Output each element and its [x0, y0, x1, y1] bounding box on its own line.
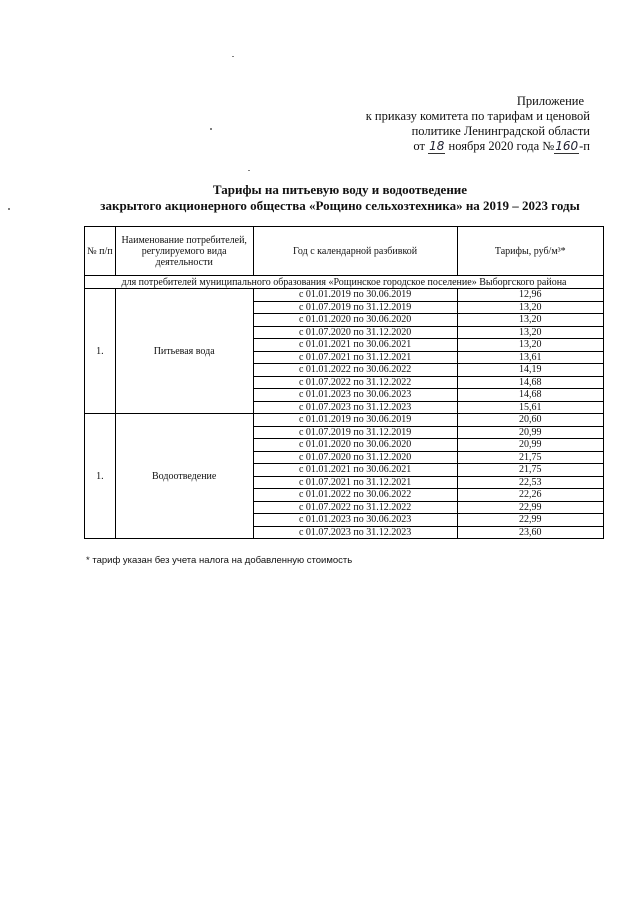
period-cell: с 01.01.2021 по 30.06.2021	[253, 464, 457, 477]
header-tariff: Тарифы, руб/м³*	[457, 227, 603, 276]
period-cell: с 01.01.2020 по 30.06.2020	[253, 439, 457, 452]
row-number: 1.	[85, 289, 116, 414]
header-period: Год с календарной разбивкой	[253, 227, 457, 276]
tariff-cell: 14,68	[457, 376, 603, 389]
table-row	[85, 414, 604, 427]
scan-speck	[248, 170, 250, 171]
period-cell: с 01.01.2019 по 30.06.2019	[253, 414, 457, 427]
tariff-cell: 20,99	[457, 439, 603, 452]
tariff-cell: 13,61	[457, 351, 603, 364]
title-line-1: Тарифы на питьевую воду и водоотведение	[212, 182, 468, 197]
order-number: 160	[555, 139, 579, 153]
appendix-committee-line: политике Ленинградской области	[411, 124, 590, 138]
title-line-2: закрытого акционерного общества «Рощино сельхозтехника» на 2019 – 2023 годы	[100, 198, 580, 213]
period-cell: с 01.01.2019 по 30.06.2019	[253, 289, 457, 302]
period-cell: с 01.07.2019 по 31.12.2019	[253, 301, 457, 314]
period-cell: с 01.07.2019 по 31.12.2019	[253, 426, 457, 439]
period-cell: с 01.07.2022 по 31.12.2022	[253, 376, 457, 389]
tariff-cell: 13,20	[457, 339, 603, 352]
appendix-date-line	[320, 139, 590, 154]
scan-speck	[210, 128, 212, 130]
period-cell: с 01.01.2023 по 30.06.2023	[253, 389, 457, 402]
date-prefix: от	[413, 139, 425, 153]
scan-speck	[8, 208, 10, 210]
tariffs-table	[84, 226, 604, 539]
header-name: Наименование потребителей, регулируемого вида деятельности	[115, 227, 253, 276]
table-row	[85, 289, 604, 302]
tariff-cell: 20,99	[457, 426, 603, 439]
service-name: Водоотведение	[115, 414, 253, 539]
period-cell: с 01.07.2020 по 31.12.2020	[253, 326, 457, 339]
period-cell: с 01.01.2022 по 30.06.2022	[253, 489, 457, 502]
appendix-label: Приложение	[516, 94, 584, 108]
period-cell: с 01.07.2023 по 31.12.2023	[253, 401, 457, 414]
period-cell: с 01.01.2022 по 30.06.2022	[253, 364, 457, 377]
consumer-group-label: для потребителей муниципального образования «Рощинское городское поселение» Выборгского района	[85, 276, 604, 289]
tariff-cell: 21,75	[457, 451, 603, 464]
document-title	[60, 182, 620, 214]
tariff-cell: 13,20	[457, 314, 603, 327]
tariff-cell: 20,60	[457, 414, 603, 427]
period-cell: с 01.07.2023 по 31.12.2023	[253, 526, 457, 539]
scan-speck	[232, 56, 234, 57]
date-day: 18	[429, 139, 445, 153]
tariff-cell: 22,99	[457, 514, 603, 527]
period-cell: с 01.01.2021 по 30.06.2021	[253, 339, 457, 352]
tariff-cell: 15,61	[457, 401, 603, 414]
tariff-cell: 12,96	[457, 289, 603, 302]
period-cell: с 01.01.2020 по 30.06.2020	[253, 314, 457, 327]
date-month-year: ноября 2020 года №	[448, 139, 555, 153]
row-number: 1.	[85, 414, 116, 539]
tariff-cell: 22,26	[457, 489, 603, 502]
tariff-cell: 13,20	[457, 301, 603, 314]
footnote: * тариф указан без учета налога на добавленную стоимость	[86, 555, 353, 566]
tariff-cell: 21,75	[457, 464, 603, 477]
tariff-cell: 22,53	[457, 476, 603, 489]
period-cell: с 01.01.2023 по 30.06.2023	[253, 514, 457, 527]
header-num: № п/п	[85, 227, 116, 276]
tariff-cell: 13,20	[457, 326, 603, 339]
period-cell: с 01.07.2021 по 31.12.2021	[253, 351, 457, 364]
appendix-header	[320, 94, 590, 154]
period-cell: с 01.07.2022 по 31.12.2022	[253, 501, 457, 514]
tariff-cell: 23,60	[457, 526, 603, 539]
tariff-cell: 22,99	[457, 501, 603, 514]
tariff-cell: 14,68	[457, 389, 603, 402]
period-cell: с 01.07.2021 по 31.12.2021	[253, 476, 457, 489]
order-suffix: -п	[579, 139, 590, 153]
appendix-order-line: к приказу комитета по тарифам и ценовой	[365, 109, 590, 123]
tariff-cell: 14,19	[457, 364, 603, 377]
period-cell: с 01.07.2020 по 31.12.2020	[253, 451, 457, 464]
service-name: Питьевая вода	[115, 289, 253, 414]
